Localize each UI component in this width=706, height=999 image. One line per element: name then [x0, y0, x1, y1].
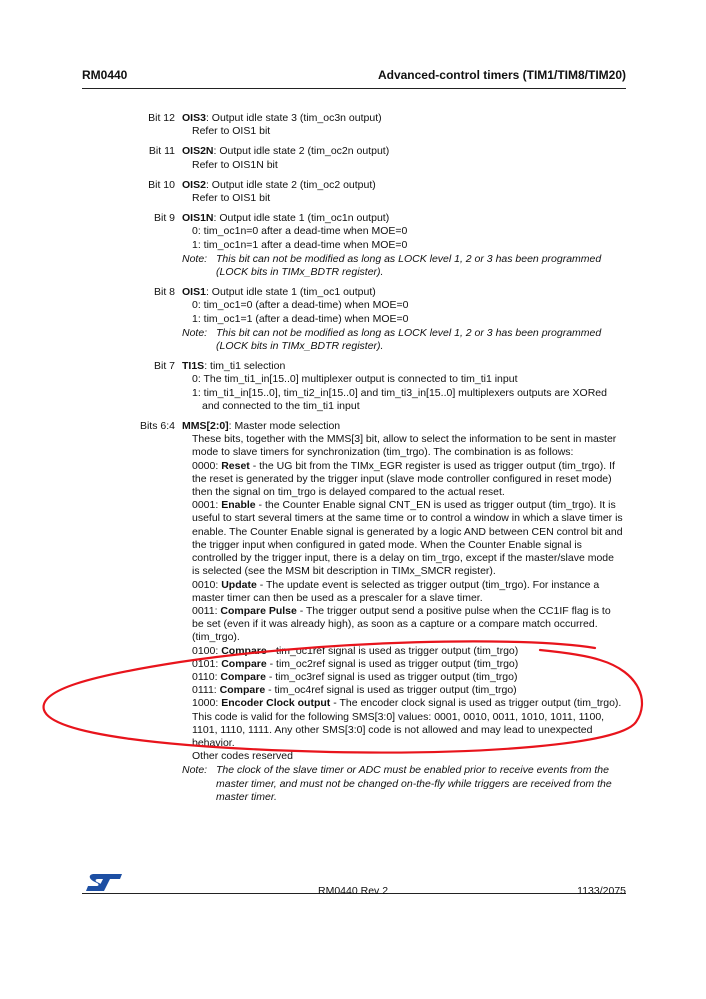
code-text: - The encoder clock signal is used as trigger output (tim_trgo). This code is valid for the following SMS[3:0] values: 0001, 0010, 0011, 1010, 1011, 1100, 1101, 1110, 1111. Any other SMS[3:0] code is not allowed and may lead to unexpected behavior. — [192, 697, 622, 749]
field-line: 1: tim_oc1=1 (after a dead-time) when MOE=0 — [192, 312, 409, 325]
code-value: 0110: — [192, 670, 221, 683]
field-line: Refer to OIS1 bit — [192, 192, 271, 205]
field-desc: : tim_ti1 selection — [204, 360, 286, 373]
field-line: Refer to OIS1 bit — [192, 125, 271, 138]
field-line: 0: tim_oc1n=0 after a dead-time when MOE=0 — [192, 225, 408, 238]
code-value: 0100: — [192, 644, 222, 657]
code-text: - The trigger output send a positive pulse when the CC1IF flag is to be set (even if it was already high), as soon as a capture or a compare match occurred. (tim_trgo). — [192, 604, 611, 644]
code-name: Compare — [219, 684, 266, 697]
section-title: Advanced-control timers (TIM1/TIM8/TIM20) — [377, 68, 626, 82]
bit-number: Bit 8 — [153, 286, 175, 299]
mms-other: Other codes reserved — [192, 750, 293, 763]
note-text: This bit can not be modified as long as LOCK level 1, 2 or 3 has been programmed (LOCK bits in TIMx_BDTR register). — [216, 326, 602, 353]
field-desc: : Output idle state 1 (tim_oc1 output) — [205, 286, 376, 299]
field-desc: : Output idle state 2 (tim_oc2n output) — [213, 145, 390, 158]
field-name: TI1S — [182, 360, 205, 373]
field-line: 0: tim_oc1=0 (after a dead-time) when MOE=0 — [192, 299, 409, 312]
field-line: 1: tim_oc1n=1 after a dead-time when MOE=0 — [192, 238, 408, 251]
code-name: Compare — [221, 657, 267, 670]
code-name: Reset — [221, 459, 250, 472]
field-name: OIS1N — [182, 212, 214, 225]
code-value: 0001: — [192, 499, 222, 512]
code-name: Enable — [221, 499, 256, 512]
field-desc: : Output idle state 1 (tim_oc1n output) — [213, 212, 390, 225]
note-label: Note: — [182, 326, 208, 339]
code-value: 0011: — [192, 604, 221, 617]
code-name: Compare Pulse — [220, 604, 297, 617]
field-desc: : Master mode selection — [228, 420, 341, 433]
code-text: - tim_oc3ref signal is used as trigger output (tim_trgo) — [265, 670, 518, 683]
code-text: - tim_oc4ref signal is used as trigger output (tim_trgo) — [265, 684, 517, 697]
code-value: 0111: — [192, 684, 220, 697]
code-text: - tim_oc1ref signal is used as trigger output (tim_trgo) — [266, 644, 519, 657]
bit-number: Bit 10 — [148, 178, 175, 191]
field-name: OIS2N — [182, 145, 214, 158]
bit-number: Bit 7 — [153, 360, 175, 373]
code-value: 0010: — [192, 578, 222, 591]
note-label: Note: — [182, 252, 208, 265]
field-desc: : Output idle state 3 (tim_oc3n output) — [205, 112, 382, 124]
note-text: The clock of the slave timer or ADC must be enabled prior to receive events from the master timer, and must not be changed on-the-fly while triggers are received from the master timer. — [216, 764, 612, 803]
code-name: Encoder Clock output — [221, 697, 331, 710]
mms-intro: These bits, together with the MMS[3] bit, allow to select the information to be sent in master mode to slave timers for synchronization (tim_trgo). The combination is as follows: — [192, 433, 617, 459]
field-desc: : Output idle state 2 (tim_oc2 output) — [205, 178, 376, 191]
bit-number: Bit 9 — [153, 212, 175, 225]
code-text: - the UG bit from the TIMx_EGR register is used as trigger output (tim_trgo). If the reset is generated by the trigger input (slave mode controller configured in reset mode) then the signal on tim_trgo is delayed compared to the actual reset. — [192, 459, 615, 499]
revision-label: RM0440 Rev 2 — [318, 885, 389, 897]
field-name: OIS2 — [182, 178, 206, 191]
field-line: Refer to OIS1N bit — [192, 158, 278, 171]
document-id: RM0440 — [82, 68, 128, 82]
field-name: OIS1 — [182, 286, 206, 299]
code-name: Compare — [220, 670, 266, 683]
field-name: MMS[2:0] — [182, 420, 229, 433]
field-line: 1: tim_ti1_in[15..0], tim_ti2_in[15..0] and tim_ti3_in[15..0] multiplexers outputs are XORed and connected to the tim_ti1 input — [192, 386, 607, 412]
code-value: 1000: — [192, 697, 222, 710]
note-label: Note: — [182, 764, 208, 777]
code-text: - The update event is selected as trigger output (tim_trgo). For instance a master timer can then be used as a prescaler for a slave timer. — [192, 578, 600, 604]
code-name: Compare — [221, 644, 267, 657]
note-text: This bit can not be modified as long as LOCK level 1, 2 or 3 has been programmed (LOCK bits in TIMx_BDTR register). — [216, 252, 602, 279]
code-value: 0101: — [192, 657, 222, 670]
bit-number: Bit 11 — [148, 145, 175, 158]
code-text: - the Counter Enable signal CNT_EN is used as trigger output (tim_trgo). It is useful to start several timers at the same time or to control a window in which a slave timer is enable. The Counter Enable signal is generated by a logic AND between CEN control bit and the trigger input when configured in gated mode. When the Counter Enable signal is controlled by the trigger input, there is a delay on tim_trgo, except if the master/slave mode is selected (see the MSM bit description in TIMx_SMCR register). — [192, 499, 623, 578]
field-name: OIS3 — [182, 112, 206, 124]
code-value: 0000: — [192, 459, 222, 472]
st-logo — [84, 872, 124, 892]
bit-number: Bit 12 — [148, 112, 175, 124]
page-number: 1133/2075 — [577, 885, 626, 897]
code-text: - tim_oc2ref signal is used as trigger output (tim_trgo) — [266, 657, 519, 670]
field-line: 0: The tim_ti1_in[15..0] multiplexer output is connected to tim_ti1 input — [192, 373, 518, 386]
bit-number: Bits 6:4 — [139, 420, 175, 433]
code-name: Update — [221, 578, 257, 591]
